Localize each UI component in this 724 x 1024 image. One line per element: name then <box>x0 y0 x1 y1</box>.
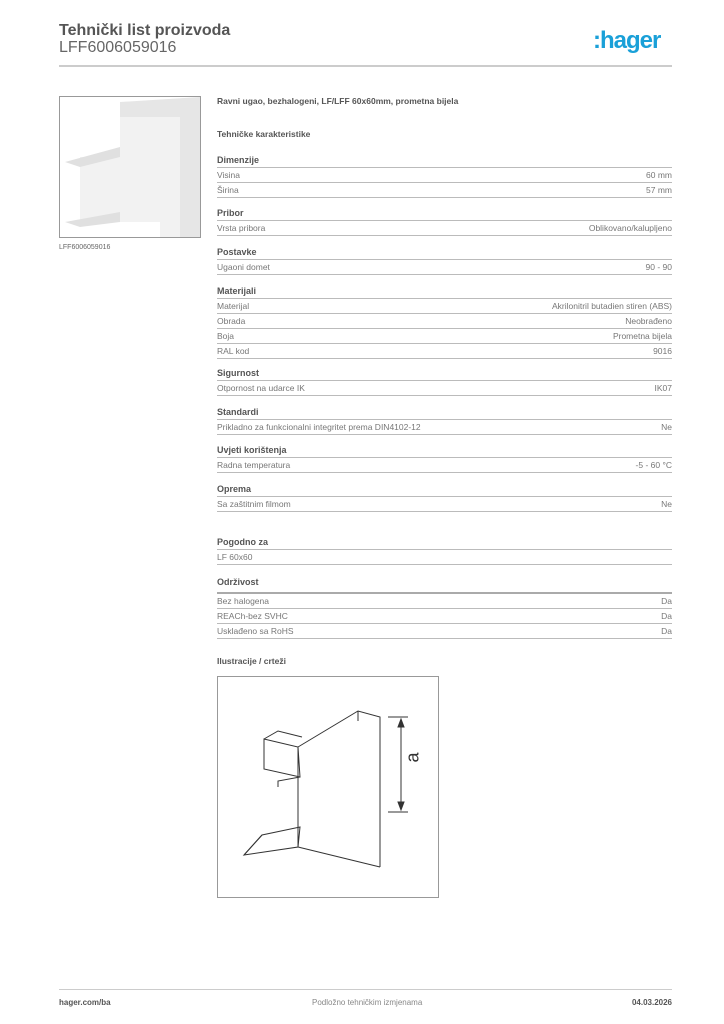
page-title: Tehnički list proizvoda <box>59 22 231 39</box>
row-label: Prikladno za funkcionalni integritet prema DIN4102-12 <box>217 422 421 432</box>
row-label: LF 60x60 <box>217 552 253 562</box>
table-row <box>217 551 672 565</box>
footer-note: Podložno tehničkim izmjenama <box>312 998 423 1007</box>
row-label: Širina <box>217 185 239 195</box>
product-code: LFF6006059016 <box>59 39 177 56</box>
section-title: Održivost <box>217 576 672 594</box>
row-value: 90 - 90 <box>645 262 672 272</box>
row-value: Da <box>661 596 672 606</box>
table-row <box>217 315 672 329</box>
row-value: Ne <box>661 422 672 432</box>
section-title: Standardi <box>217 406 672 420</box>
section-title: Oprema <box>217 483 672 497</box>
dimension-label: a <box>402 752 423 763</box>
product-description: Ravni ugao, bezhalogeni, LF/LFF 60x60mm, prometna bijela <box>217 96 459 106</box>
table-row <box>217 169 672 183</box>
table-row <box>217 625 672 639</box>
row-label: REACh-bez SVHC <box>217 611 288 621</box>
section-pribor <box>217 207 672 236</box>
row-label: Visina <box>217 170 240 180</box>
section-title: Pogodno za <box>217 536 672 550</box>
row-value: Da <box>661 626 672 636</box>
row-label: Radna temperatura <box>217 460 291 470</box>
image-caption: LFF6006059016 <box>59 244 111 251</box>
section-title: Uvjeti korištenja <box>217 444 672 458</box>
row-value: IK07 <box>654 383 672 393</box>
product-image <box>59 96 201 238</box>
row-value: 9016 <box>653 346 672 356</box>
row-value: Da <box>661 611 672 621</box>
section-title: Pribor <box>217 207 672 221</box>
section-uvjeti-koristenja <box>217 444 672 473</box>
table-row <box>217 498 672 512</box>
row-value: Prometna bijela <box>612 331 672 341</box>
table-row <box>217 345 672 359</box>
table-row <box>217 222 672 236</box>
row-label: RAL kod <box>217 346 250 356</box>
table-row <box>217 421 672 435</box>
section-pogodno-za <box>217 536 672 565</box>
row-label: Sa zaštitnim filmom <box>217 499 291 509</box>
footer-date: 04.03.2026 <box>631 998 672 1007</box>
table-row <box>217 261 672 275</box>
technical-drawing <box>217 676 439 898</box>
row-label: Ugaoni domet <box>217 262 270 272</box>
row-value: 57 mm <box>646 185 672 195</box>
row-label: Boja <box>217 331 235 341</box>
section-title: Postavke <box>217 246 672 260</box>
section-dimenzije <box>217 154 672 198</box>
hager-logo: :hager <box>593 27 661 54</box>
section-odrzivost <box>217 576 672 639</box>
row-label: Usklađeno sa RoHS <box>217 626 294 636</box>
row-value: Akrilonitril butadien stiren (ABS) <box>552 301 672 311</box>
row-value: -5 - 60 °C <box>635 460 672 470</box>
characteristics-title: Tehničke karakteristike <box>217 129 311 139</box>
section-sigurnost <box>217 367 672 396</box>
row-label: Obrada <box>217 316 246 326</box>
section-materijali <box>217 285 672 359</box>
table-row <box>217 382 672 396</box>
header-divider <box>59 65 672 67</box>
row-value: Oblikovano/kalupljeno <box>588 223 672 233</box>
table-row <box>217 610 672 624</box>
row-label: Materijal <box>217 301 250 311</box>
row-value: Ne <box>661 499 672 509</box>
table-row <box>217 330 672 344</box>
footer-website[interactable]: hager.com/ba <box>59 998 111 1007</box>
row-value: Neobrađeno <box>625 316 672 326</box>
section-postavke <box>217 246 672 275</box>
row-label: Otpornost na udarce IK <box>217 383 305 393</box>
illustrations-title: Ilustracije / crteži <box>217 656 286 666</box>
table-row <box>217 300 672 314</box>
row-label: Vrsta pribora <box>217 223 266 233</box>
section-title: Sigurnost <box>217 367 672 381</box>
footer-divider <box>59 989 672 990</box>
row-value: 60 mm <box>646 170 672 180</box>
table-row <box>217 184 672 198</box>
row-label: Bez halogena <box>217 596 269 606</box>
section-title: Materijali <box>217 285 672 299</box>
section-oprema <box>217 483 672 512</box>
section-title: Dimenzije <box>217 154 672 168</box>
table-row <box>217 595 672 609</box>
table-row <box>217 459 672 473</box>
section-standardi <box>217 406 672 435</box>
